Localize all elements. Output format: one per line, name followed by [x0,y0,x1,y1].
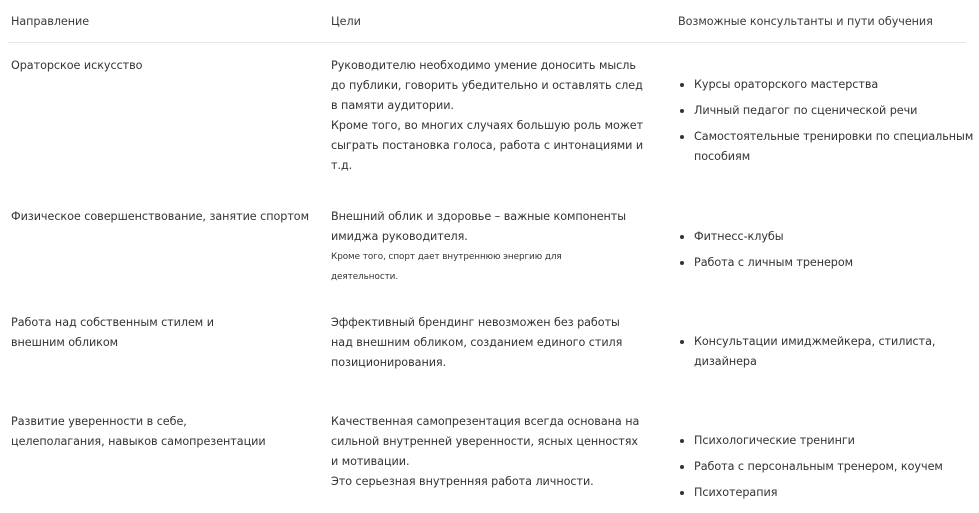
header-divider [8,42,966,43]
resource-item: Фитнесс-клубы [694,227,974,247]
row-1-resources [694,75,974,173]
resource-item: Консультации имиджмейкера, стилиста, дизайнера [694,332,944,372]
resource-item: Личный педагог по сценической речи [694,101,974,121]
row-4-direction: Развитие уверенности в себе, целеполагания, навыков самопрезентации [11,415,266,448]
row-2-resources [694,227,974,279]
row-1-direction: Ораторское искусство [11,59,143,72]
resource-item: Работа с личным тренером [694,253,974,273]
header-goals: Цели [331,15,361,28]
row-2-goal-text-extra: Кроме того, спорт дает внутреннюю энергию для деятельности. [331,252,562,282]
row-1-goals [331,56,646,176]
resource-item: Работа с персональным тренером, коучем [694,457,974,477]
row-3-goal-text: Эффективный брендинг невозможен без работы над внешним обликом, созданием единого стиля позиционирования. [331,316,623,369]
row-4-goals [331,412,641,492]
row-2-direction: Физическое совершенствование, занятие спортом [11,210,309,223]
row-2-goals [331,207,631,287]
row-1-goal-text: Руководителю необходимо умение доносить мысль до публики, говорить убедительно и оставлять след в памяти аудитории. [331,59,643,112]
header-resources: Возможные консультанты и пути обучения [678,15,933,28]
row-3-direction: Работа над собственным стилем и внешним обликом [11,316,214,349]
row-3-goals [331,313,641,373]
row-4-resources [694,431,974,509]
resource-item: Самостоятельные тренировки по специальным пособиям [694,127,974,167]
row-4-goal-text: Качественная самопрезентация всегда основана на сильной внутренней уверенности, ясных ценностях и мотивации. [331,415,640,468]
row-1-goal-text-extra: Кроме того, во многих случаях большую роль может сыграть постановка голоса, работа с интонациями и т.д. [331,119,644,172]
resource-item: Курсы ораторского мастерства [694,75,974,95]
resource-item: Психотерапия [694,483,974,503]
resource-item: Психологические тренинги [694,431,974,451]
row-2-goal-text: Внешний облик и здоровье – важные компоненты имиджа руководителя. [331,210,627,243]
header-direction: Направление [11,15,90,28]
row-3-resources [694,332,944,378]
row-4-goal-text-extra: Это серьезная внутренняя работа личности. [331,475,594,488]
